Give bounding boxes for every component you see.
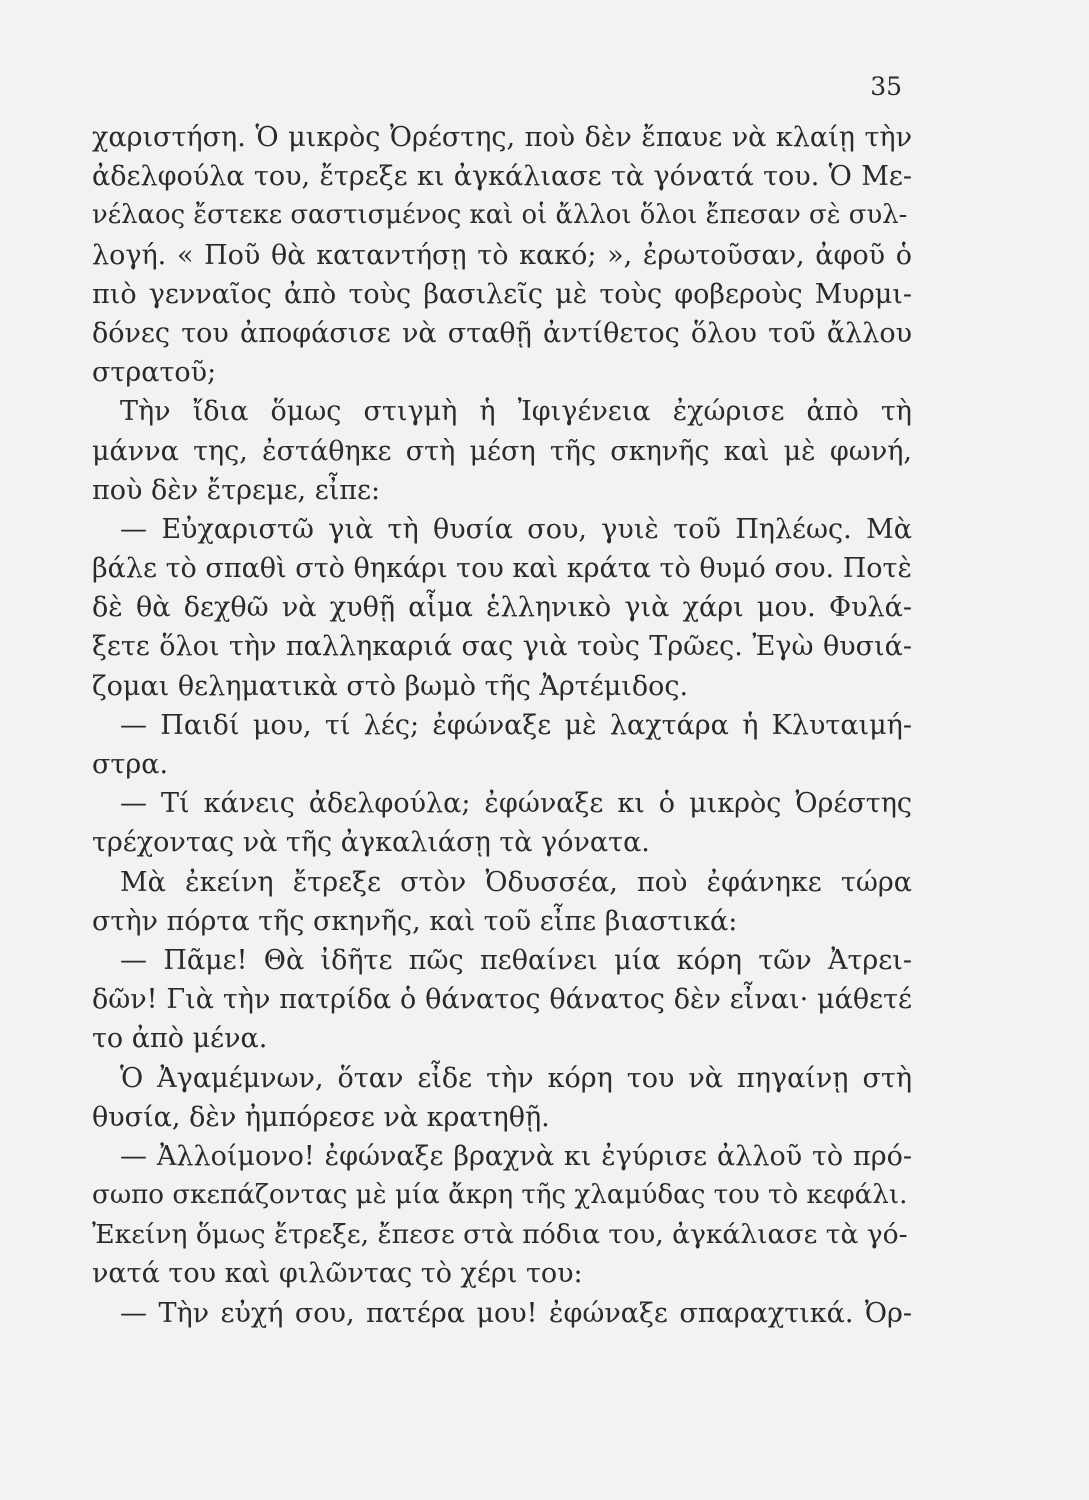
text-line: — Ἀλλοίμονο! ἐφώναξε βραχνὰ κι ἐγύρισε ἀλλοῦ τὸ πρό- (120, 1140, 912, 1172)
text-line: νατά του καὶ φιλῶντας τὸ χέρι του: (92, 1258, 583, 1290)
text-line: τρέχοντας νὰ τῆς ἀγκαλιάσῃ τὰ γόνατα. (92, 827, 650, 859)
text-line: το ἀπὸ μένα. (92, 1023, 268, 1055)
text-line: στρα. (92, 749, 169, 780)
text-line: — Εὐχαριστῶ γιὰ τὴ θυσία σου, γυιὲ τοῦ Πηλέως. Μὰ (120, 513, 912, 545)
text-line: λογή. « Ποῦ θὰ καταντήσῃ τὸ κακό; », ἐρωτοῦσαν, ἀφοῦ ὁ (92, 239, 912, 271)
page-number: 35 (870, 72, 902, 101)
text-line: στρατοῦ; (92, 357, 217, 389)
text-line: Ἐκείνη ὅμως ἔτρεξε, ἔπεσε στὰ πόδια του, ἀγκάλιασε τὰ γό- (92, 1219, 908, 1251)
text-line: ποὺ δὲν ἔτρεμε, εἶπε: (92, 474, 381, 506)
text-line: νέλαος ἔστεκε σαστισμένος καὶ οἱ ἄλλοι ὅλοι ἔπεσαν σὲ συλ- (92, 200, 908, 231)
text-line: Τὴν ἴδια ὅμως στιγμὴ ἡ Ἰφιγένεια ἐχώρισε ἀπὸ τὴ (120, 396, 912, 428)
text-line: — Πᾶμε! Θὰ ἰδῆτε πῶς πεθαίνει μία κόρη τῶν Ἀτρει- (120, 944, 912, 976)
text-line: ἀδελφούλα του, ἔτρεξε κι ἀγκάλιασε τὰ γόνατά του. Ὁ Με- (92, 161, 912, 193)
text-line: μάννα της, ἐστάθηκε στὴ μέση τῆς σκηνῆς καὶ μὲ φωνή, (92, 435, 912, 467)
text-line: δὲ θὰ δεχθῶ νὰ χυθῇ αἷμα ἑλληνικὸ γιὰ χάρι μου. Φυλά- (92, 592, 912, 624)
text-line: Μὰ ἐκείνη ἔτρεξε στὸν Ὀδυσσέα, ποὺ ἐφάνηκε τώρα (120, 866, 912, 898)
text-line: σωπο σκεπάζοντας μὲ μία ἄκρη τῆς χλαμύδας του τὸ κεφάλι. (92, 1180, 908, 1211)
text-line: ζομαι θεληματικὰ στὸ βωμὸ τῆς Ἀρτέμιδος. (92, 670, 689, 702)
text-line: πιὸ γενναῖος ἀπὸ τοὺς βασιλεῖς μὲ τοὺς φοβεροὺς Μυρμι- (92, 278, 912, 310)
text-line: — Τὴν εὐχή σου, πατέρα μου! ἐφώναξε σπαραχτικά. Ὀρ- (120, 1297, 912, 1329)
text-line: — Τί κάνεις ἀδελφούλα; ἐφώναξε κι ὁ μικρὸς Ὀρέστης (120, 788, 912, 820)
text-line: θυσία, δὲν ἠμπόρεσε νὰ κρατηθῇ. (92, 1101, 550, 1133)
text-line: — Παιδί μου, τί λές; ἐφώναξε μὲ λαχτάρα ἡ Κλυταιμή- (120, 709, 912, 741)
text-line: στὴν πόρτα τῆς σκηνῆς, καὶ τοῦ εἶπε βιαστικά: (92, 905, 738, 937)
text-line: χαριστήση. Ὁ μικρὸς Ὀρέστης, ποὺ δὲν ἔπαυε νὰ κλαίῃ τὴν (92, 122, 912, 153)
text-line: ξετε ὅλοι τὴν παλληκαριά σας γιὰ τοὺς Τρῶες. Ἐγὼ θυσιά- (92, 631, 912, 663)
text-line: δόνες του ἀποφάσισε νὰ σταθῇ ἀντίθετος ὅλου τοῦ ἄλλου (92, 317, 912, 349)
body-text (92, 118, 912, 1333)
text-line: δῶν! Γιὰ τὴν πατρίδα ὁ θάνατος θάνατος δὲν εἶναι· μάθετέ (92, 984, 912, 1016)
text-line: Ὁ Ἀγαμέμνων, ὅταν εἶδε τὴν κόρη του νὰ πηγαίνῃ στὴ (120, 1062, 912, 1094)
text-line: βάλε τὸ σπαθὶ στὸ θηκάρι του καὶ κράτα τὸ θυμό σου. Ποτὲ (92, 553, 912, 585)
